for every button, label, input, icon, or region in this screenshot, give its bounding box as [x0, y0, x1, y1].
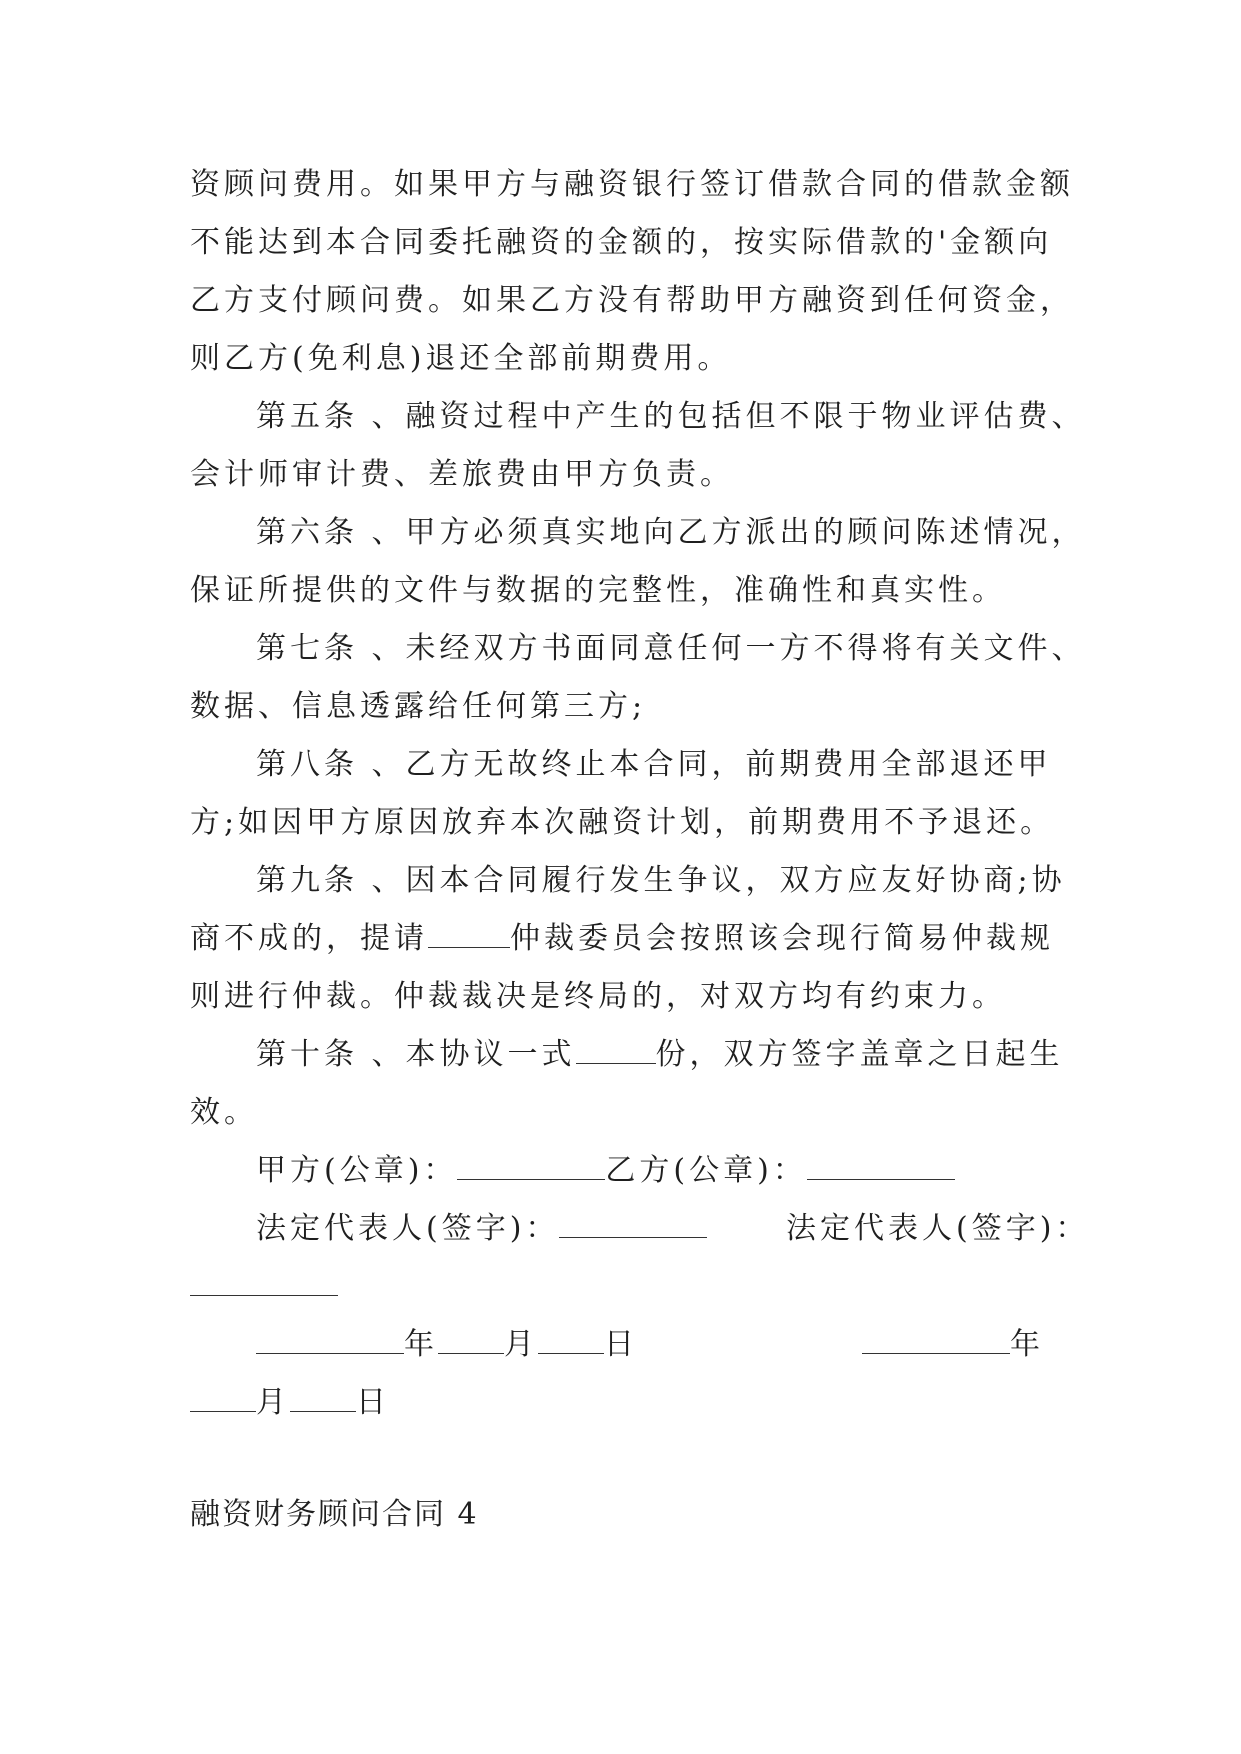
paragraph-line: 则乙方(免利息)退还全部前期费用。: [190, 341, 732, 376]
rep-b-label: 法定代表人(签字)：: [786, 1211, 1090, 1246]
paragraph-line: 会计师审计费、差旅费由甲方负责。: [190, 457, 734, 492]
year-blank: [862, 1327, 1010, 1354]
party-b-blank: [807, 1153, 955, 1180]
blank-field: [576, 1037, 656, 1064]
clause-9-line: 第九条 、因本合同履行发生争议，双方应友好协商;协: [256, 863, 1066, 898]
paragraph-line: 方;如因甲方原因放弃本次融资计划，前期费用不予退还。: [190, 805, 1055, 840]
party-a-blank: [457, 1153, 605, 1180]
party-a-label: 甲方(公章)：: [256, 1153, 458, 1188]
year-label: 年: [1010, 1327, 1044, 1362]
rep-a-label: 法定代表人(签字)：: [256, 1211, 560, 1246]
rep-b-blank: [190, 1269, 338, 1296]
paragraph-line: 则进行仲裁。仲裁裁决是终局的，对双方均有约束力。: [190, 979, 1006, 1014]
line-text: 仲裁委员会按照该会现行简易仲裁规: [510, 921, 1054, 956]
day-label: 日: [604, 1327, 638, 1362]
paragraph-line: [190, 919, 1054, 959]
clause-5-line: 第五条 、融资过程中产生的包括但不限于物业评估费、: [256, 399, 1086, 434]
rep-a-line: [256, 1209, 707, 1249]
clause-10-line: [256, 1035, 1064, 1075]
date-a-line: [256, 1325, 638, 1365]
year-label: 年: [404, 1327, 438, 1362]
blank-field: [428, 921, 510, 948]
month-blank: [190, 1385, 256, 1412]
date-b-line-cont: [190, 1383, 390, 1423]
day-blank: [538, 1327, 604, 1354]
next-section-title: 融资财务顾问合同 4: [190, 1497, 479, 1532]
paragraph-line: 资顾问费用。如果甲方与融资银行签订借款合同的借款金额: [190, 167, 1074, 202]
rep-b-line: [190, 1267, 338, 1307]
party-seal-line: [256, 1151, 955, 1191]
day-blank: [290, 1385, 356, 1412]
month-label: 月: [256, 1385, 290, 1420]
year-blank: [256, 1327, 404, 1354]
line-text: 份，双方签字盖章之日起生: [655, 1037, 1064, 1072]
month-label: 月: [504, 1327, 538, 1362]
line-text: 商不成的，提请: [190, 921, 428, 956]
party-b-label: 乙方(公章)：: [605, 1153, 807, 1188]
line-text: 第十条 、本协议一式: [256, 1037, 576, 1072]
paragraph-line: 效。: [190, 1095, 258, 1130]
date-b-line: [862, 1325, 1044, 1365]
month-blank: [438, 1327, 504, 1354]
rep-a-blank: [559, 1211, 707, 1238]
paragraph-line: 数据、信息透露给任何第三方;: [190, 689, 647, 724]
day-label: 日: [356, 1385, 390, 1420]
clause-7-line: 第七条 、未经双方书面同意任何一方不得将有关文件、: [256, 631, 1086, 666]
clause-6-line: 第六条 、甲方必须真实地向乙方派出的顾问陈述情况，: [256, 515, 1086, 550]
paragraph-line: 乙方支付顾问费。如果乙方没有帮助甲方融资到任何资金，: [190, 283, 1074, 318]
paragraph-line: 不能达到本合同委托融资的金额的，按实际借款的'金额向: [190, 225, 1053, 260]
paragraph-line: 保证所提供的文件与数据的完整性，准确性和真实性。: [190, 573, 1006, 608]
clause-8-line: 第八条 、乙方无故终止本合同，前期费用全部退还甲: [256, 747, 1052, 782]
